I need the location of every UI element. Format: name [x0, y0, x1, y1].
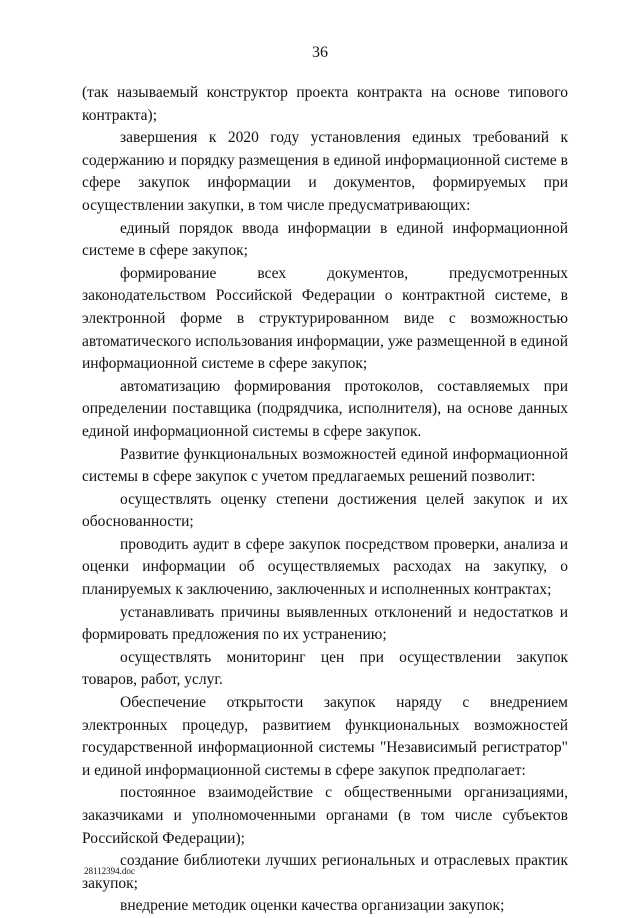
paragraph: единый порядок ввода информации в единой информационной системе в сфере закупок; [82, 219, 568, 260]
paragraph: (так называемый конструктор проекта контракта на основе типового контракта); [82, 84, 568, 124]
paragraph: создание библиотеки лучших региональных и отраслевых практик закупок; [82, 852, 568, 892]
paragraph: автоматизацию формирования протоколов, составляемых при определении поставщика (подрядчика, исполнителя), на основе данных единой информационной системы в сфере закупок. [82, 377, 568, 440]
document-body [82, 82, 568, 918]
paragraph: завершения к 2020 году установления единых требований к содержанию и порядку размещения в единой информационной системе в сфере закупок информации и документов, формируемых при осуществлении закупки, в том числе предусматривающих: [82, 129, 568, 214]
paragraph: осуществлять оценку степени достижения целей закупок и их обоснованности; [82, 490, 568, 531]
paragraph: устанавливать причины выявленных отклонений и недостатков и формировать предложения по их устранению; [82, 603, 568, 644]
paragraph: осуществлять мониторинг цен при осуществлении закупок товаров, работ, услуг. [82, 648, 568, 689]
page-number: 36 [312, 44, 328, 61]
paragraph: формирование всех документов, предусмотренных законодательством Российской Федерации о контрактной системе, в электронной форме в структурированном виде с возможностью автоматического использования информации, уже размещенной в единой информационной системе в сфере закупок; [82, 264, 568, 373]
paragraph: проводить аудит в сфере закупок посредством проверки, анализа и оценки информации об осуществляемых расходах на закупку, о планируемых к заключению, заключенных и исполненных контрактах; [82, 535, 568, 599]
paragraph: внедрение методик оценки качества организации закупок; [120, 897, 505, 915]
paragraph: Обеспечение открытости закупок наряду с внедрением электронных процедур, развитием функциональных возможностей государственной информационной системы "Независимый регистратор" и единой информационной системы в сфере закупок предполагает: [82, 694, 568, 779]
paragraph: Развитие функциональных возможностей единой информационной системы в сфере закупок с учетом предлагаемых решений позволит: [82, 445, 568, 486]
paragraph: постоянное взаимодействие с общественными организациями, заказчиками и уполномоченными органами (в том числе субъектов Российской Федерации); [82, 784, 568, 847]
footer-file-code: 28112394.doc [84, 866, 135, 876]
